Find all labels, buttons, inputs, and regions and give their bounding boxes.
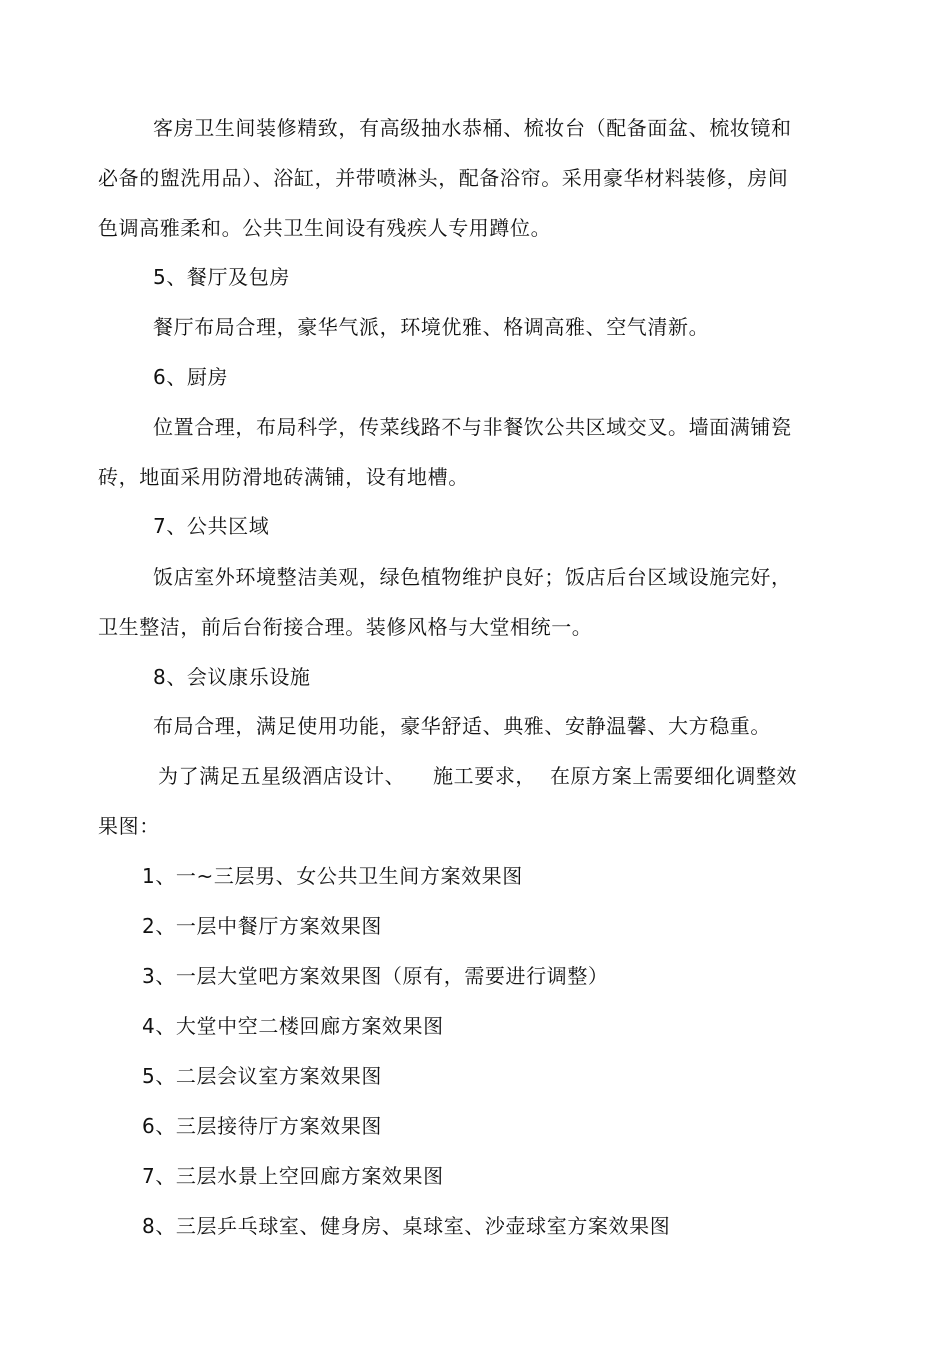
section-heading-public-area: 7、公共区域 xyxy=(153,514,270,538)
list-item-5: 5、二层会议室方案效果图 xyxy=(142,1064,382,1088)
section-heading-conference: 8、会议康乐设施 xyxy=(153,665,311,689)
paragraph-public-line-2: 卫生整洁，前后台衔接合理。装修风格与大堂相统一。 xyxy=(98,615,593,639)
paragraph-line-1: 客房卫生间装修精致，有高级抽水恭桶、梳妆台（配备面盆、梳妆镜和 xyxy=(153,116,792,140)
paragraph-dining: 餐厅布局合理，豪华气派，环境优雅、格调高雅、空气清新。 xyxy=(153,315,710,339)
paragraph-line-3: 色调高雅柔和。公共卫生间设有残疾人专用蹲位。 xyxy=(98,216,552,240)
list-item-6: 6、三层接待厅方案效果图 xyxy=(142,1114,382,1138)
section-heading-kitchen: 6、厨房 xyxy=(153,365,229,389)
paragraph-conference: 布局合理，满足使用功能，豪华舒适、典雅、安静温馨、大方稳重。 xyxy=(153,714,771,738)
paragraph-line-2: 必备的盥洗用品）、浴缸，并带喷淋头，配备浴帘。采用豪华材料装修，房间 xyxy=(98,166,789,190)
list-item-2: 2、一层中餐厅方案效果图 xyxy=(142,914,382,938)
paragraph-requirement-line-1: 为了满足五星级酒店设计、 施工要求， 在原方案上需要细化调整效 xyxy=(158,764,798,788)
list-item-7: 7、三层水景上空回廊方案效果图 xyxy=(142,1164,444,1188)
paragraph-kitchen-line-1: 位置合理，布局科学，传菜线路不与非餐饮公共区域交叉。墙面满铺瓷 xyxy=(153,415,792,439)
list-item-3: 3、一层大堂吧方案效果图（原有，需要进行调整） xyxy=(142,964,609,988)
list-item-8: 8、三层乒乓球室、健身房、桌球室、沙壶球室方案效果图 xyxy=(142,1214,671,1238)
paragraph-kitchen-line-2: 砖，地面采用防滑地砖满铺，设有地槽。 xyxy=(98,465,469,489)
paragraph-requirement-line-2: 果图： xyxy=(98,814,160,838)
list-item-1: 1、一~三层男、女公共卫生间方案效果图 xyxy=(142,864,523,888)
list-item-4: 4、大堂中空二楼回廊方案效果图 xyxy=(142,1014,444,1038)
section-heading-dining: 5、餐厅及包房 xyxy=(153,265,290,289)
paragraph-public-line-1: 饭店室外环境整洁美观，绿色植物维护良好；饭店后台区域设施完好， xyxy=(153,565,792,589)
